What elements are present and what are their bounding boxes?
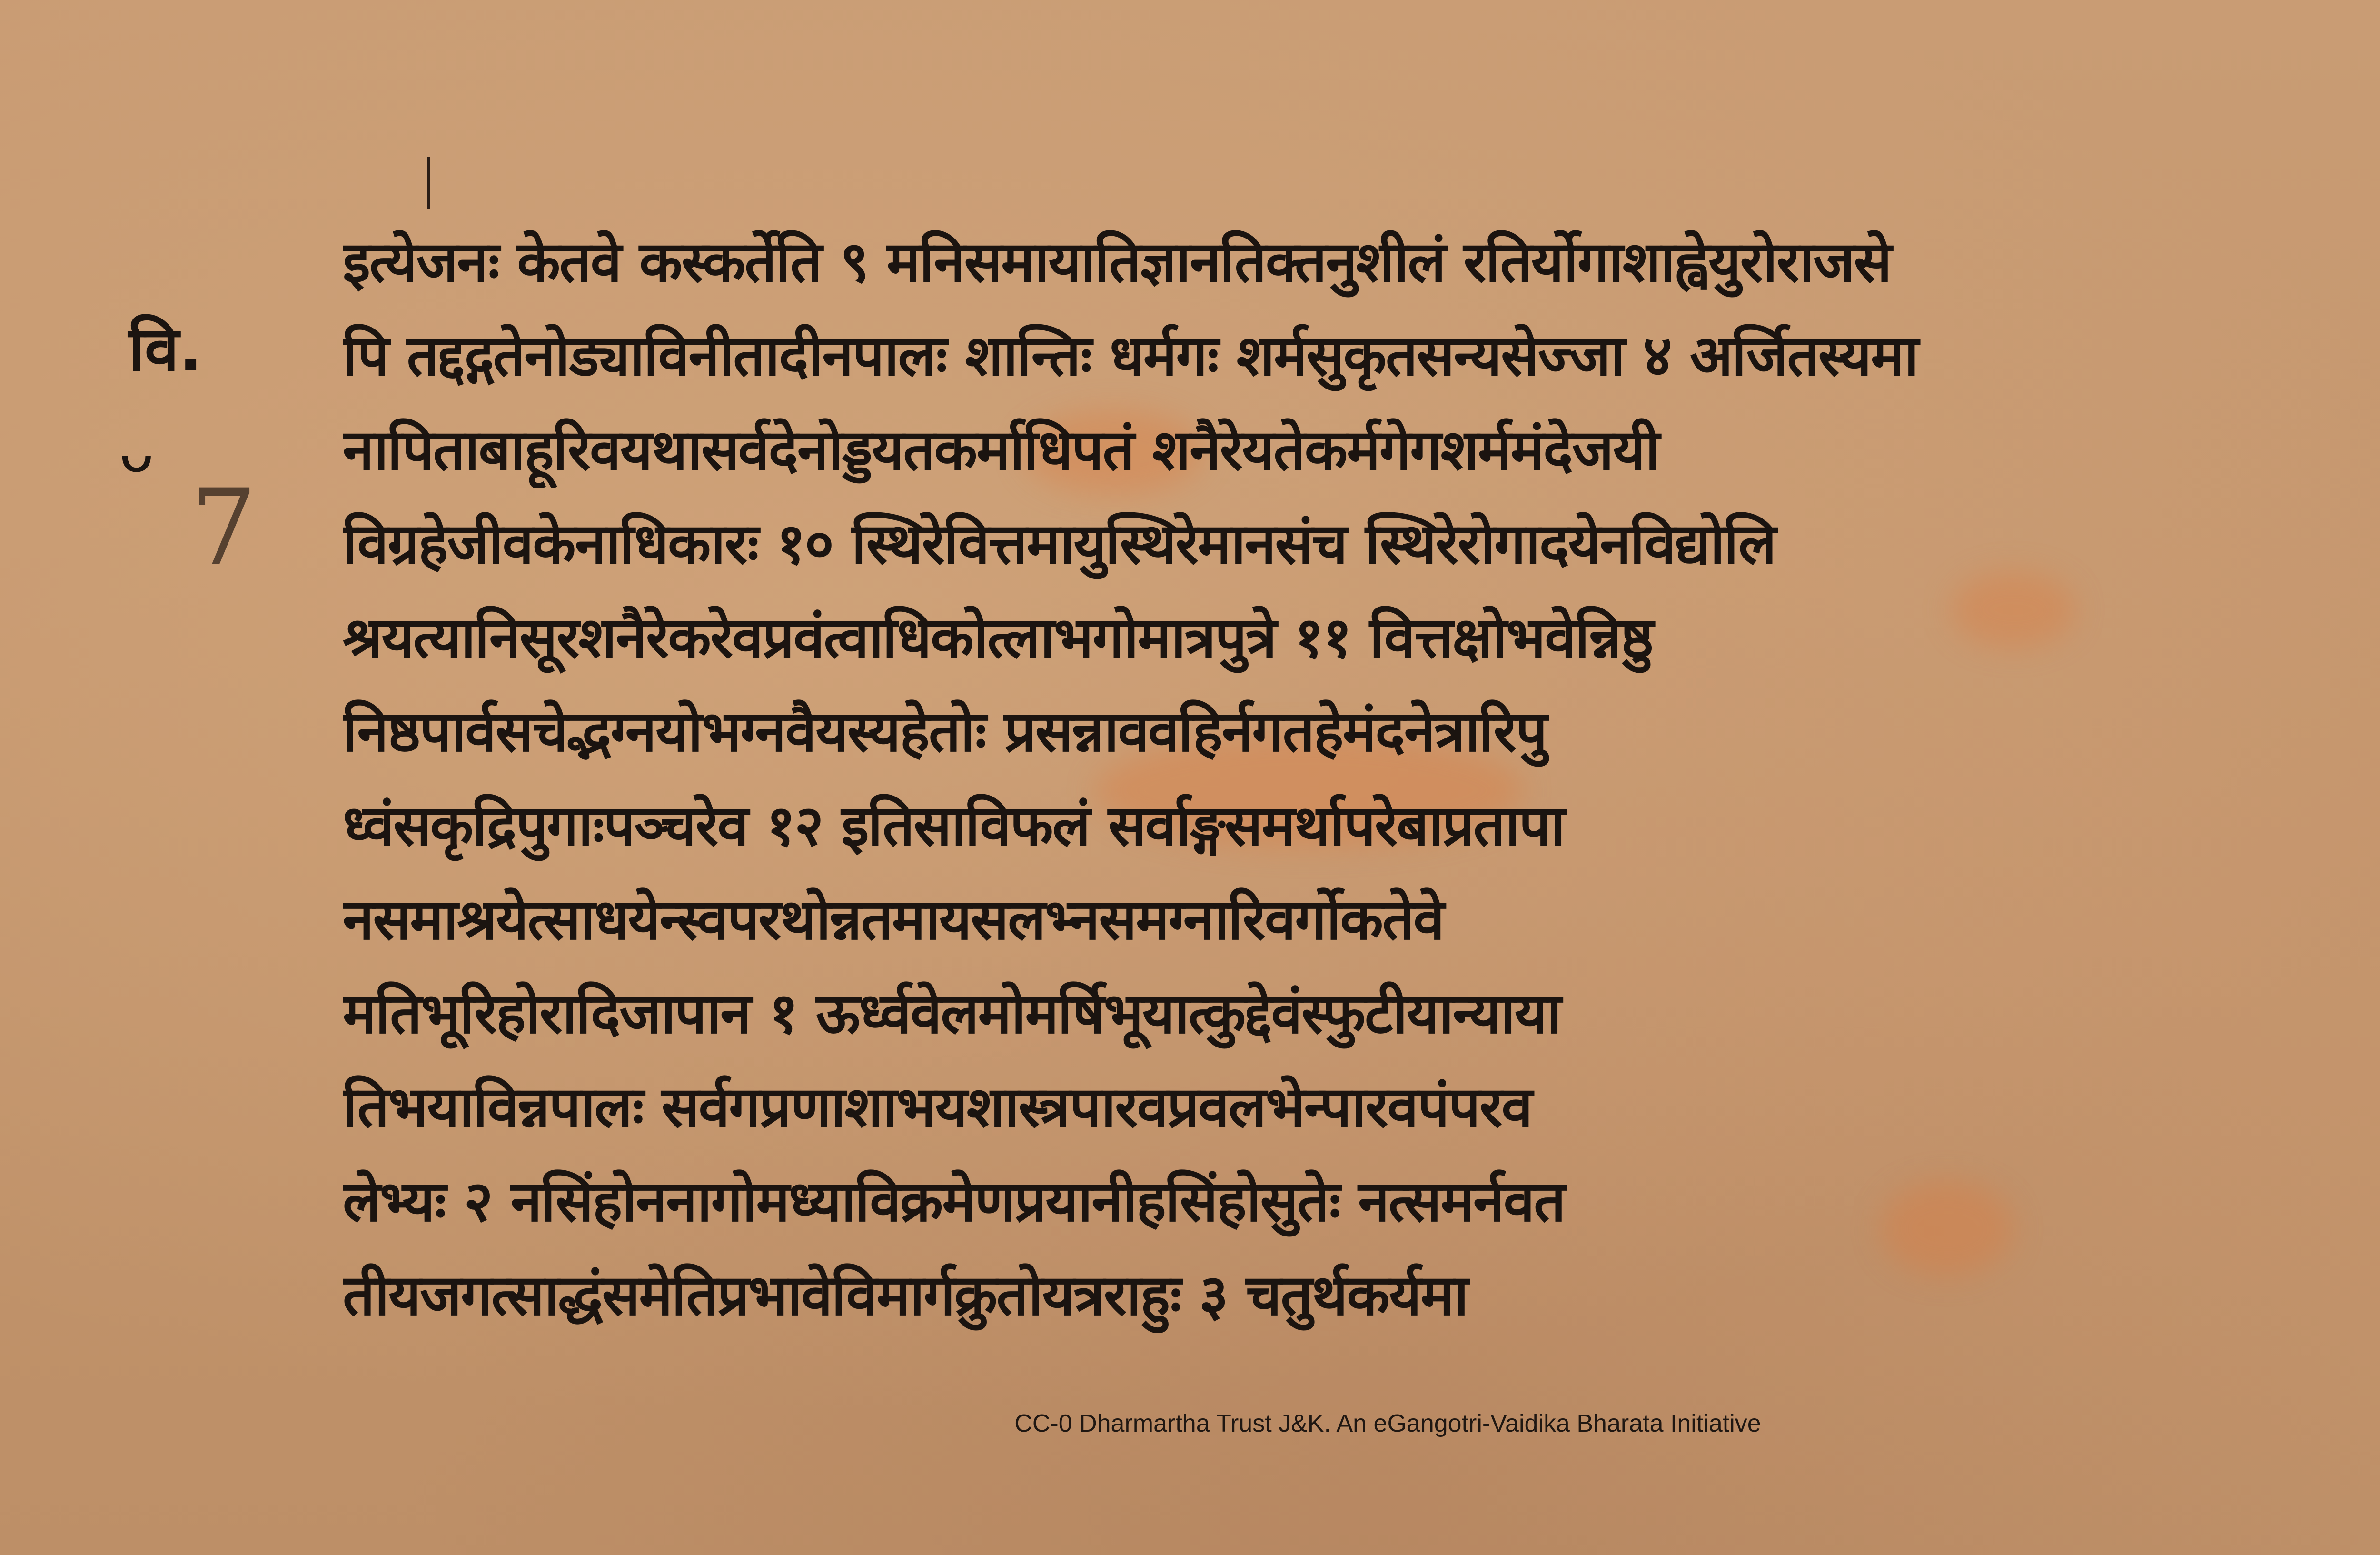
text-line: नसमाश्रयेत्साधयेन्स्वपरथोन्नतमायसलभ्नसमग्नारिवर्गोकतेवे xyxy=(343,886,1444,952)
text-line: पि तद्दद्गतेनोड्याविनीतादीनपालः शान्तिः धर्मगः शर्मसुकृतसन्यसेज्जा ४ अर्जितस्यमा xyxy=(343,323,1918,389)
margin-folio-number: 7 xyxy=(190,467,257,588)
text-line: मतिभूरिहोरादिजापान १ ऊर्ध्ववेलमोमर्षिभूयात्कुद्देवंस्फुटीयान्याया xyxy=(343,980,1561,1047)
manuscript-text xyxy=(343,224,2380,1333)
text-line: तीयजगत्साद्धंसमेतिप्रभावेविमार्गक्रुतोयत्रराहुः ३ चतुर्थकर्यमा xyxy=(343,1262,1468,1328)
ink-tick-mark xyxy=(427,157,430,209)
text-line: नापिताबाहूरिवयथासर्वदेनोड्डयतकर्माधिपतं शनैरेयतेकर्मगेगशर्ममंदेजयी xyxy=(343,417,1659,483)
watermark-credit: CC-0 Dharmartha Trust J&K. An eGangotri-Vaidika Bharata Initiative xyxy=(1014,1410,1761,1437)
text-line: लेभ्यः २ नसिंहोननागोमध्याविक्रमेणप्रयानीहसिंहोसुतेः नत्समर्नवत xyxy=(343,1168,1565,1234)
margin-folio-note: वि. xyxy=(129,313,203,385)
text-line: निष्ठपार्वसचेद्भग्नयोभग्नवैयस्यहेतोः प्रसन्नाववहिर्नगतहेमंदनेत्रारिपु xyxy=(343,698,1547,765)
text-line: श्रयत्यानिसूरशनैरेकरेवप्रवंत्वाधिकोत्लाभगोमात्रपुत्रे ११ वित्तक्षोभवेन्निष्ठु xyxy=(343,605,1653,671)
text-line: इत्येजनः केतवे कस्कर्तेति ९ मनिसमायातिज्ञानतिक्तनुशीलं रतिर्योगाशाह्वेयुरोराजसे xyxy=(343,229,1891,295)
text-line: ध्वंसकृद्रिपुगाःपञ्चरेव १२ इतिसाविफलं सर्वाङ्गसमर्थापरेबाप्रतापा xyxy=(343,792,1565,858)
text-line: तिभयाविन्नपालः सर्वगप्रणाशाभयशास्त्रपारवप्रवलभेन्पारवपंपरव xyxy=(343,1074,1532,1140)
margin-mark: ᴗ xyxy=(119,419,154,485)
text-line: विग्रहेजीवकेनाधिकारः १० स्थिरेवित्तमायुस्थिरेमानसंच स्थिरेरोगादयेनविद्योलि xyxy=(343,510,1776,577)
